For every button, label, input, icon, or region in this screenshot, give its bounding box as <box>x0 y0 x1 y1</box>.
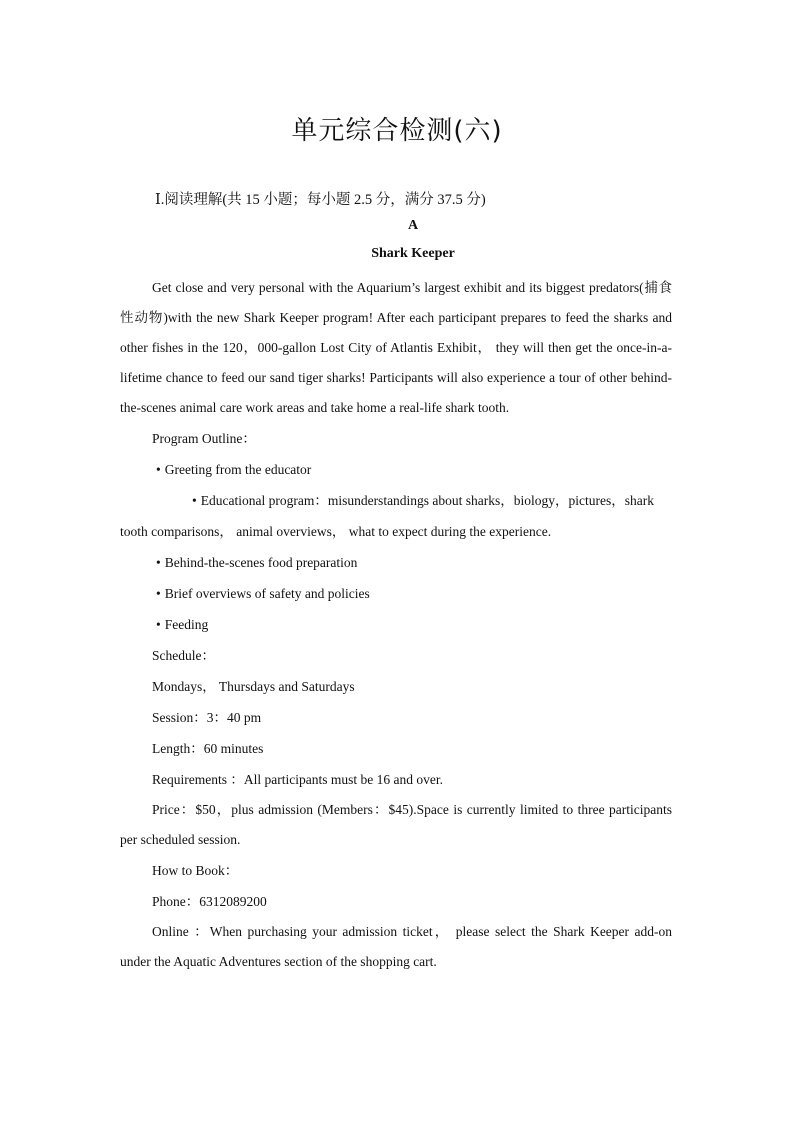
outline-item-text: Educational program：misunderstandings about sharks，biology，pictures，shark tooth comparisons， animal overviews， what to expect during the experience. <box>120 493 655 539</box>
bullet-icon: • <box>156 462 161 477</box>
outline-item-text: Feeding <box>164 617 209 632</box>
outline-item <box>120 454 672 485</box>
program-length: Length：60 minutes <box>152 741 264 756</box>
page-title: 单元综合检测(六) <box>291 116 503 146</box>
outline-item <box>120 578 672 609</box>
outline-item <box>120 609 672 640</box>
passage-title: Shark Keeper <box>371 246 455 261</box>
program-outline-label: Program Outline： <box>152 431 256 446</box>
outline-item-text: Greeting from the educator <box>164 462 312 477</box>
session-time: Session：3：40 pm <box>152 710 262 725</box>
outline-item <box>120 547 672 578</box>
outline-item <box>120 485 672 547</box>
schedule-label: Schedule： <box>152 648 215 663</box>
outline-item-text: Brief overviews of safety and policies <box>164 586 370 601</box>
how-to-book-label: How to Book： <box>152 863 239 878</box>
schedule-days: Mondays， Thursdays and Saturdays <box>152 679 355 694</box>
passage-letter: A <box>407 218 419 233</box>
passage-body <box>120 273 672 977</box>
bullet-icon: • <box>156 586 161 601</box>
online-booking-paragraph: Online ：When purchasing your admission ticket， please select the Shark Keeper add-on under the Aquatic Adventures section of the shopping cart. <box>120 924 672 969</box>
bullet-icon: • <box>156 617 161 632</box>
bullet-icon: • <box>156 555 161 570</box>
price-paragraph: Price：$50，plus admission (Members：$45).Space is currently limited to three participants per scheduled session. <box>120 802 672 847</box>
phone-number: Phone：6312089200 <box>152 894 267 909</box>
bullet-icon: • <box>192 493 197 508</box>
section-heading: Ⅰ.阅读理解(共 15 小题；每小题 2.5 分，满分 37.5 分) <box>155 192 486 208</box>
requirements: Requirements ：All participants must be 16 and over. <box>152 772 443 787</box>
outline-item-text: Behind-the-scenes food preparation <box>164 555 358 570</box>
intro-paragraph: Get close and very personal with the Aquarium’s largest exhibit and its biggest predators(捕食性动物)with the new Shark Keeper program! After each participant prepares to feed the sharks and other fishes in the 120，000-gallon Lost City of Atlantis Exhibit， they will then get the once-in-a-lifetime chance to feed our sand tiger sharks! Participants will also experience a tour of other behind-the-scenes animal care work areas and take home a real-life shark tooth. <box>120 280 672 415</box>
